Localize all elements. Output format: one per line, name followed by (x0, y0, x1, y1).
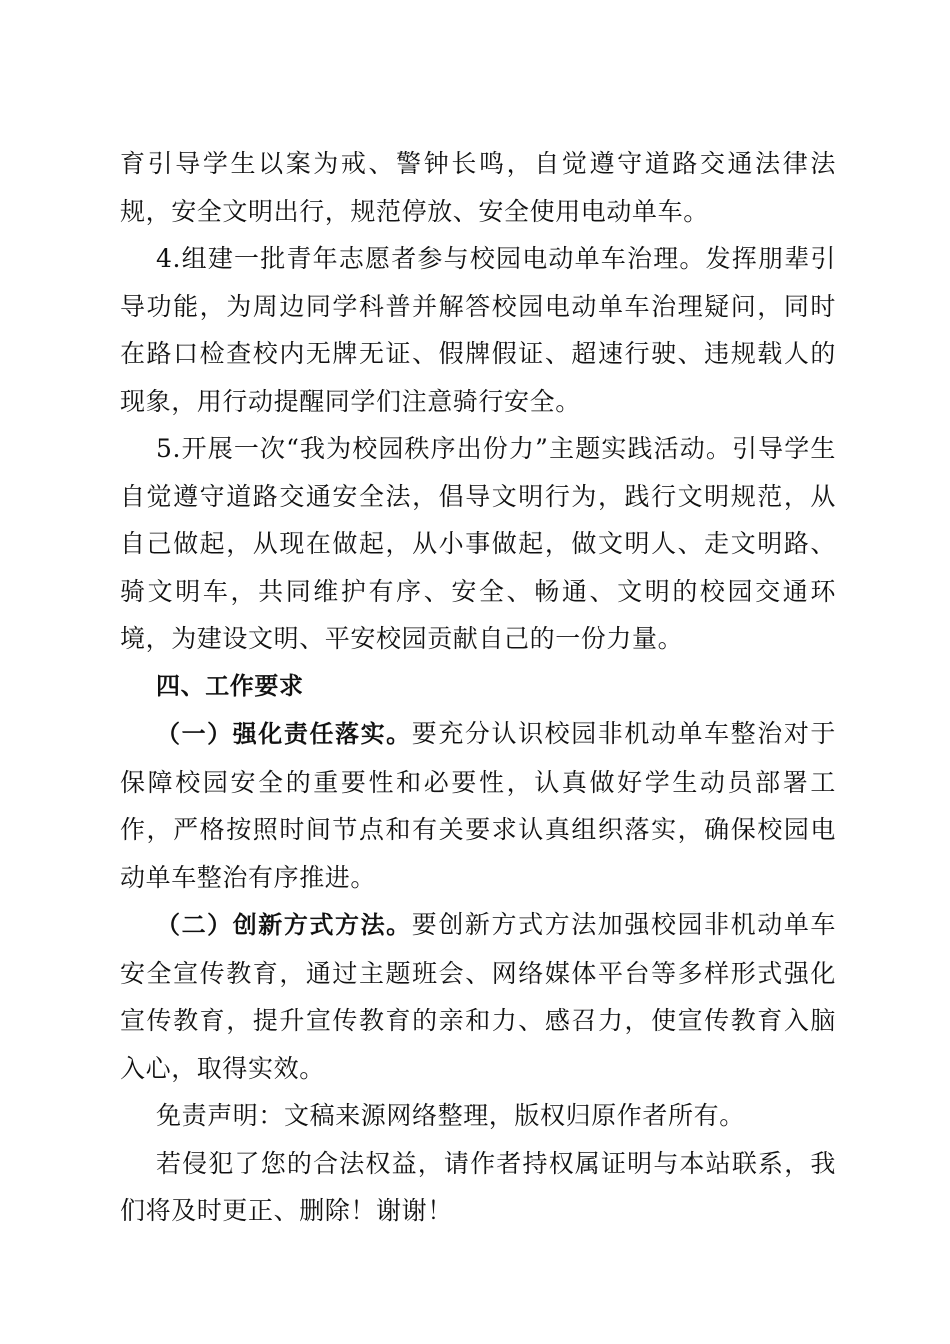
section-heading-work-requirements: 四、工作要求 (156, 671, 304, 700)
document-body (120, 140, 836, 1235)
disclaimer-line-1: 免责声明：文稿来源网络整理，版权归原作者所有。 (156, 1101, 745, 1130)
paragraph-item-4: 4.组建一批青年志愿者参与校园电动单车治理。发挥朋辈引导功能，为周边同学科普并解答校园电动单车治理疑问，同时在路口检查校内无牌无证、假牌假证、超速行驶、违规载人的现象，用行动提醒同学们注意骑行安全。 (120, 244, 836, 416)
requirement-2-body: 要创新方式方法加强校园非机动单车安全宣传教育，通过主题班会、网络媒体平台等多样形式强化宣传教育，提升宣传教育的亲和力、感召力，使宣传教育入脑入心，取得实效。 (120, 910, 837, 1083)
requirement-1-title: （一）强化责任落实。 (156, 720, 412, 748)
paragraph-requirement-1 (120, 710, 836, 901)
disclaimer-line-2: 若侵犯了您的合法权益，请作者持权属证明与本站联系，我们将及时更正、删除！谢谢！ (120, 1148, 836, 1225)
paragraph-continuation: 育引导学生以案为戒、警钟长鸣，自觉遵守道路交通法律法规，安全文明出行，规范停放、安全使用电动单车。 (120, 149, 836, 226)
paragraph-requirement-2 (120, 901, 836, 1092)
requirement-1-body: 要充分认识校园非机动单车整治对于保障校园安全的重要性和必要性，认真做好学生动员部署工作，严格按照时间节点和有关要求认真组织落实，确保校园电动单车整治有序推进。 (120, 719, 837, 892)
paragraph-item-5: 5.开展一次“我为校园秩序出份力”主题实践活动。引导学生自觉遵守道路交通安全法，倡导文明行为，践行文明规范，从自己做起，从现在做起，从小事做起，做文明人、走文明路、骑文明车，共同维护有序、安全、畅通、文明的校园交通环境，为建设文明、平安校园贡献自己的一份力量。 (120, 434, 836, 653)
requirement-2-title: （二）创新方式方法。 (156, 911, 412, 939)
